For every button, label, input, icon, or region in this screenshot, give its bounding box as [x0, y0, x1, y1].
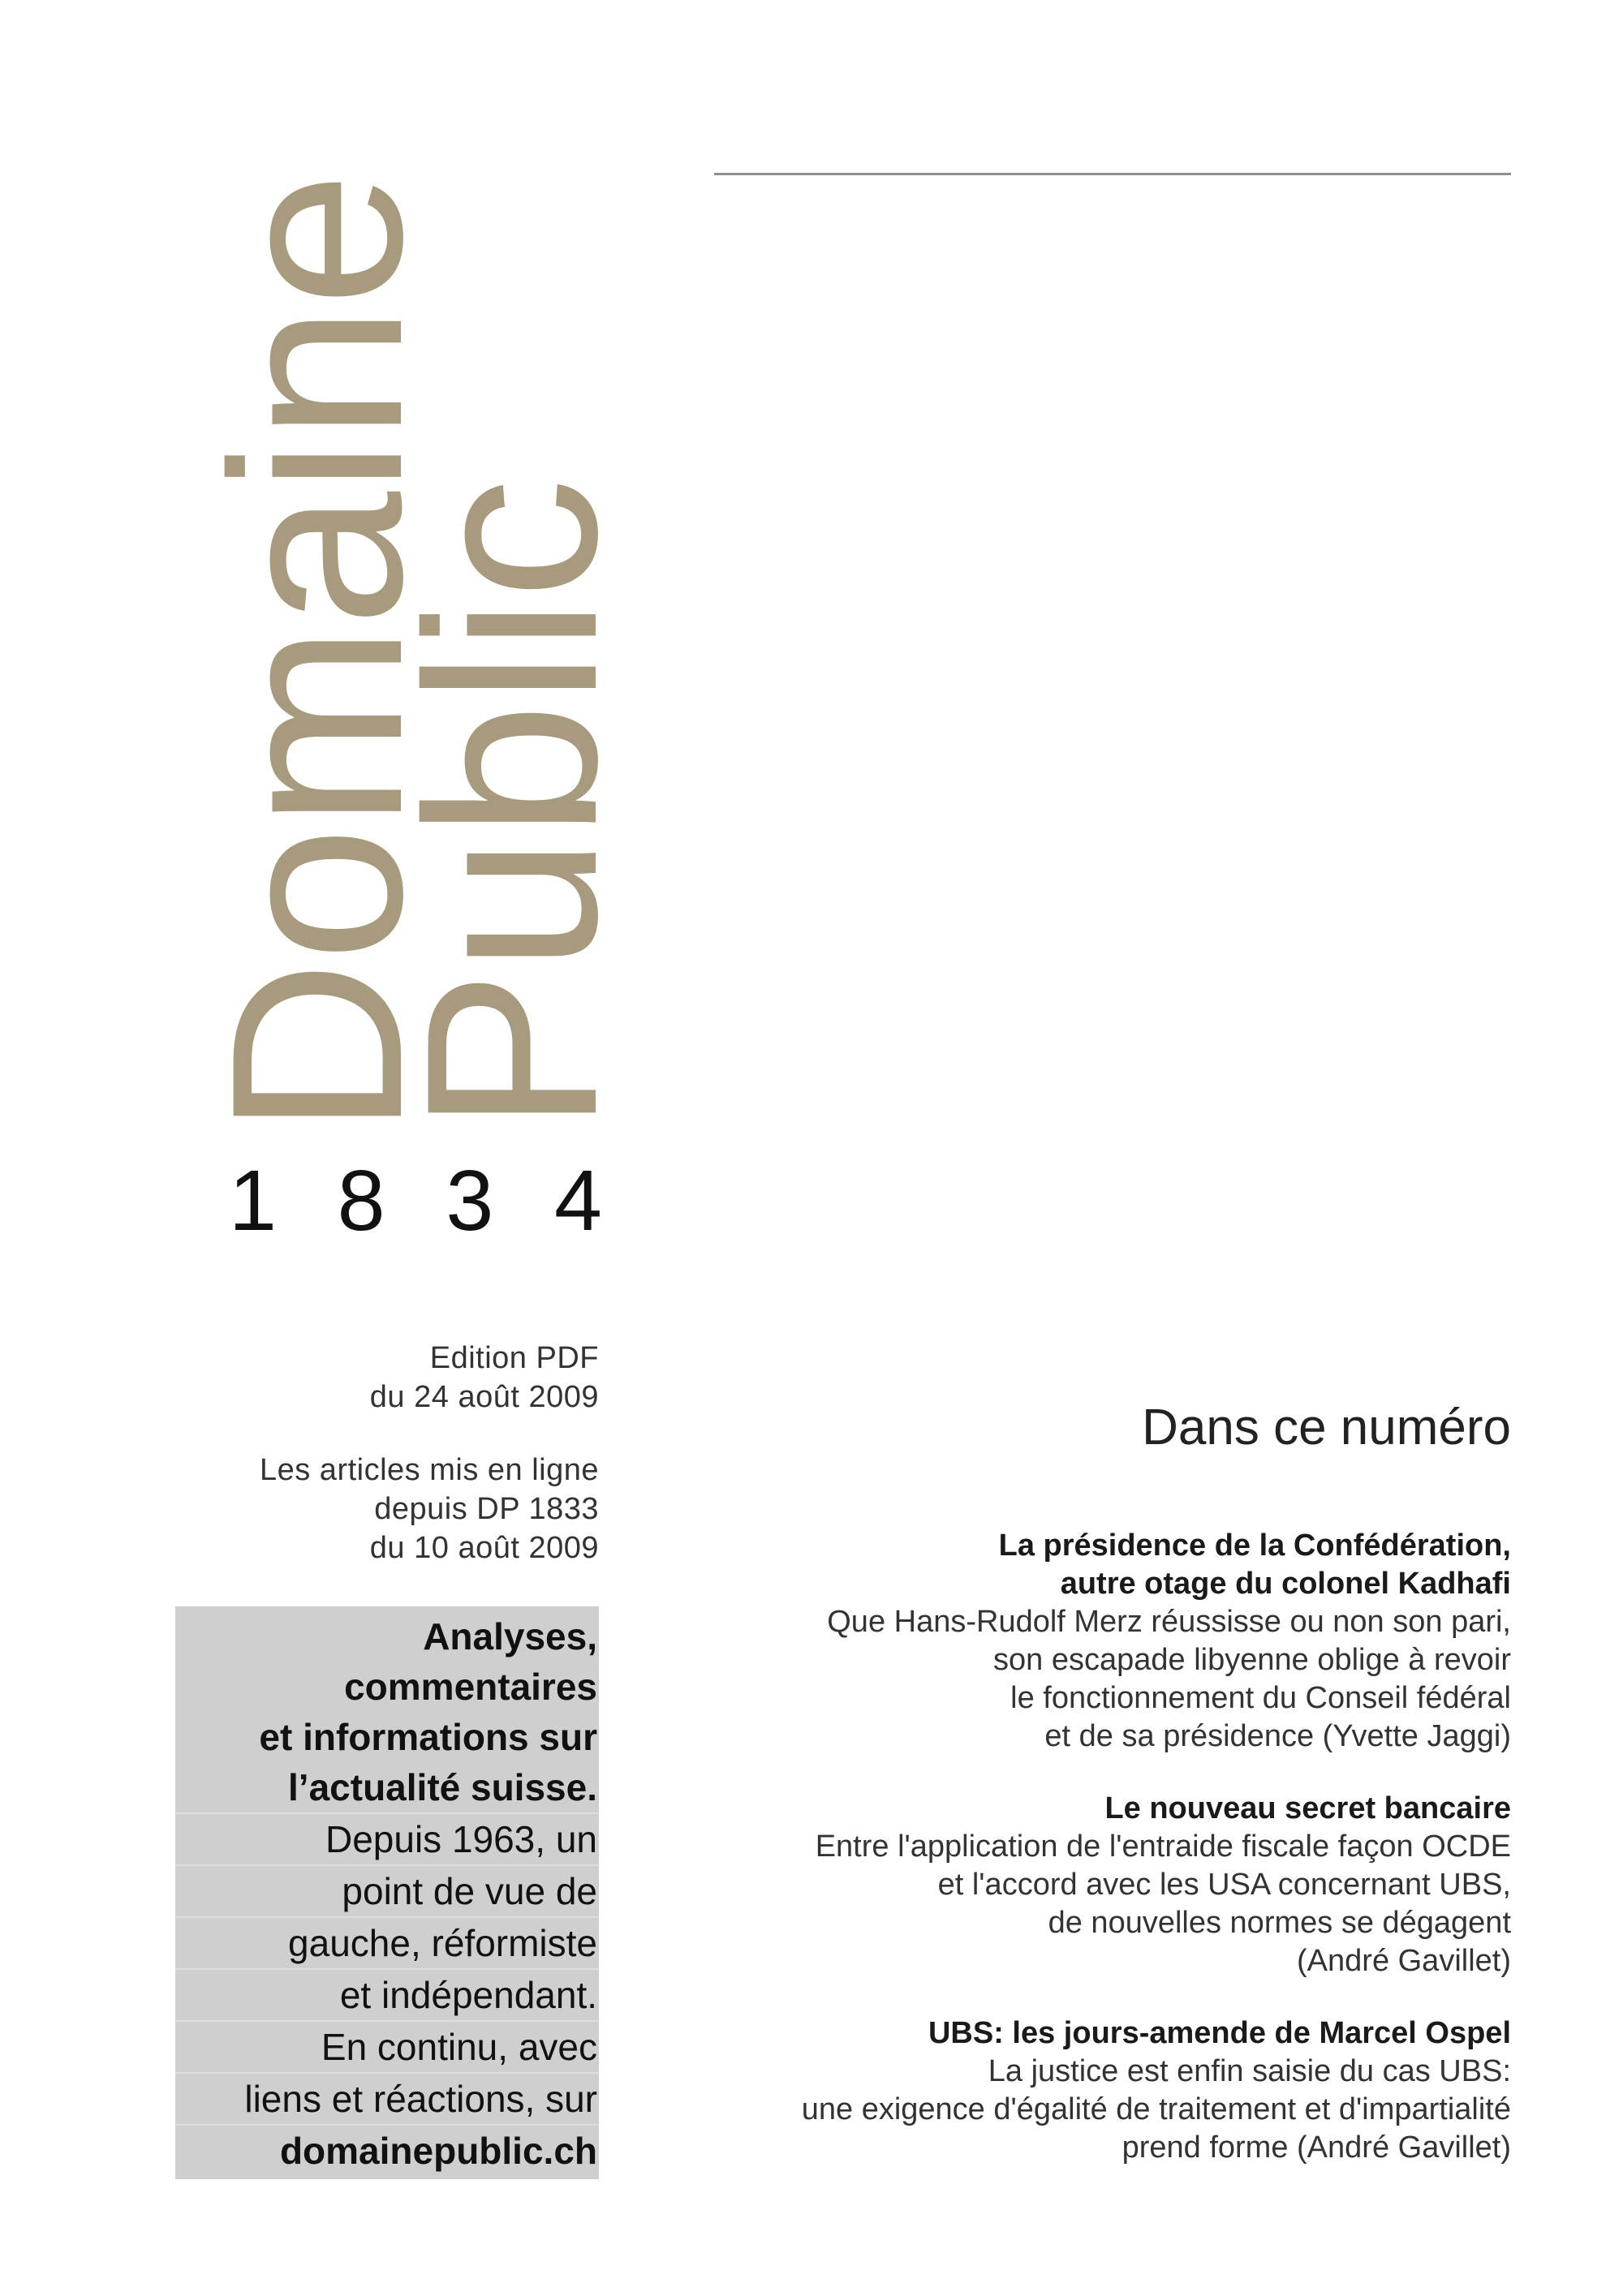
articles-note: Les articles mis en ligne — [259, 1453, 599, 1487]
masthead-title — [180, 173, 648, 1136]
toc-entry-desc: (André Gavillet) — [1297, 1944, 1511, 1978]
toc-entry-secret-bancaire[interactable] — [732, 1790, 1511, 1980]
toc-entry-desc: de nouvelles normes se dégagent — [1048, 1906, 1511, 1940]
website-link[interactable]: domainepublic.ch — [175, 2124, 599, 2176]
articles-date: du 10 août 2009 — [369, 1531, 599, 1565]
toc-entry-ubs[interactable] — [732, 2014, 1511, 2167]
toc-entry-title: La présidence de la Confédération, — [998, 1529, 1511, 1563]
toc-entry-desc: Que Hans-Rudolf Merz réussisse ou non son pari, — [827, 1605, 1511, 1639]
info-line: Depuis 1963, un — [175, 1812, 599, 1864]
info-line: l’actualité suisse. — [288, 1766, 597, 1808]
issue-digit: 3 — [446, 1153, 494, 1249]
toc-entry-desc: La justice est enfin saisie du cas UBS: — [988, 2054, 1511, 2088]
info-line: commentaires — [344, 1666, 597, 1708]
issue-digit: 1 — [229, 1153, 277, 1249]
info-line: point de vue de — [175, 1864, 599, 1916]
table-of-contents — [732, 1527, 1511, 2201]
toc-entry-presidence[interactable] — [732, 1527, 1511, 1756]
title-domaine: Domaine — [180, 173, 453, 1136]
edition-info — [177, 1339, 599, 1567]
toc-entry-desc: une exigence d'égalité de traitement et d'impartialité — [801, 2092, 1511, 2126]
title-public: Public — [375, 479, 648, 1133]
toc-entry-desc: prend forme (André Gavillet) — [1121, 2130, 1511, 2165]
toc-entry-desc: son escapade libyenne oblige à revoir — [993, 1643, 1511, 1677]
toc-entry-desc: Entre l'application de l'entraide fiscale façon OCDE — [815, 1829, 1511, 1864]
toc-entry-title: Le nouveau secret bancaire — [1104, 1791, 1511, 1825]
toc-entry-desc: le fonctionnement du Conseil fédéral — [1010, 1681, 1511, 1715]
info-line: Analyses, — [423, 1615, 597, 1658]
issue-digit: 8 — [337, 1153, 385, 1249]
edition-type: Edition PDF — [429, 1341, 599, 1375]
info-line: liens et réactions, sur — [175, 2072, 599, 2124]
issue-number — [229, 1152, 602, 1249]
toc-heading: Dans ce numéro — [1142, 1400, 1511, 1455]
toc-entry-title: autre otage du colonel Kadhafi — [1060, 1567, 1511, 1601]
masthead — [180, 173, 648, 1136]
toc-entry-desc: et de sa présidence (Yvette Jaggi) — [1044, 1719, 1511, 1753]
toc-entry-desc: et l'accord avec les USA concernant UBS, — [937, 1868, 1511, 1902]
articles-since: depuis DP 1833 — [374, 1492, 599, 1526]
top-divider — [714, 173, 1511, 175]
info-line: et informations sur — [259, 1716, 597, 1758]
toc-entry-title: UBS: les jours-amende de Marcel Ospel — [928, 2016, 1511, 2050]
info-box — [175, 1606, 599, 2179]
issue-digit: 4 — [554, 1153, 602, 1249]
info-line: gauche, réformiste — [175, 1916, 599, 1968]
edition-date: du 24 août 2009 — [369, 1380, 599, 1414]
info-line: En continu, avec — [175, 2020, 599, 2072]
info-line: et indépendant. — [175, 1968, 599, 2020]
